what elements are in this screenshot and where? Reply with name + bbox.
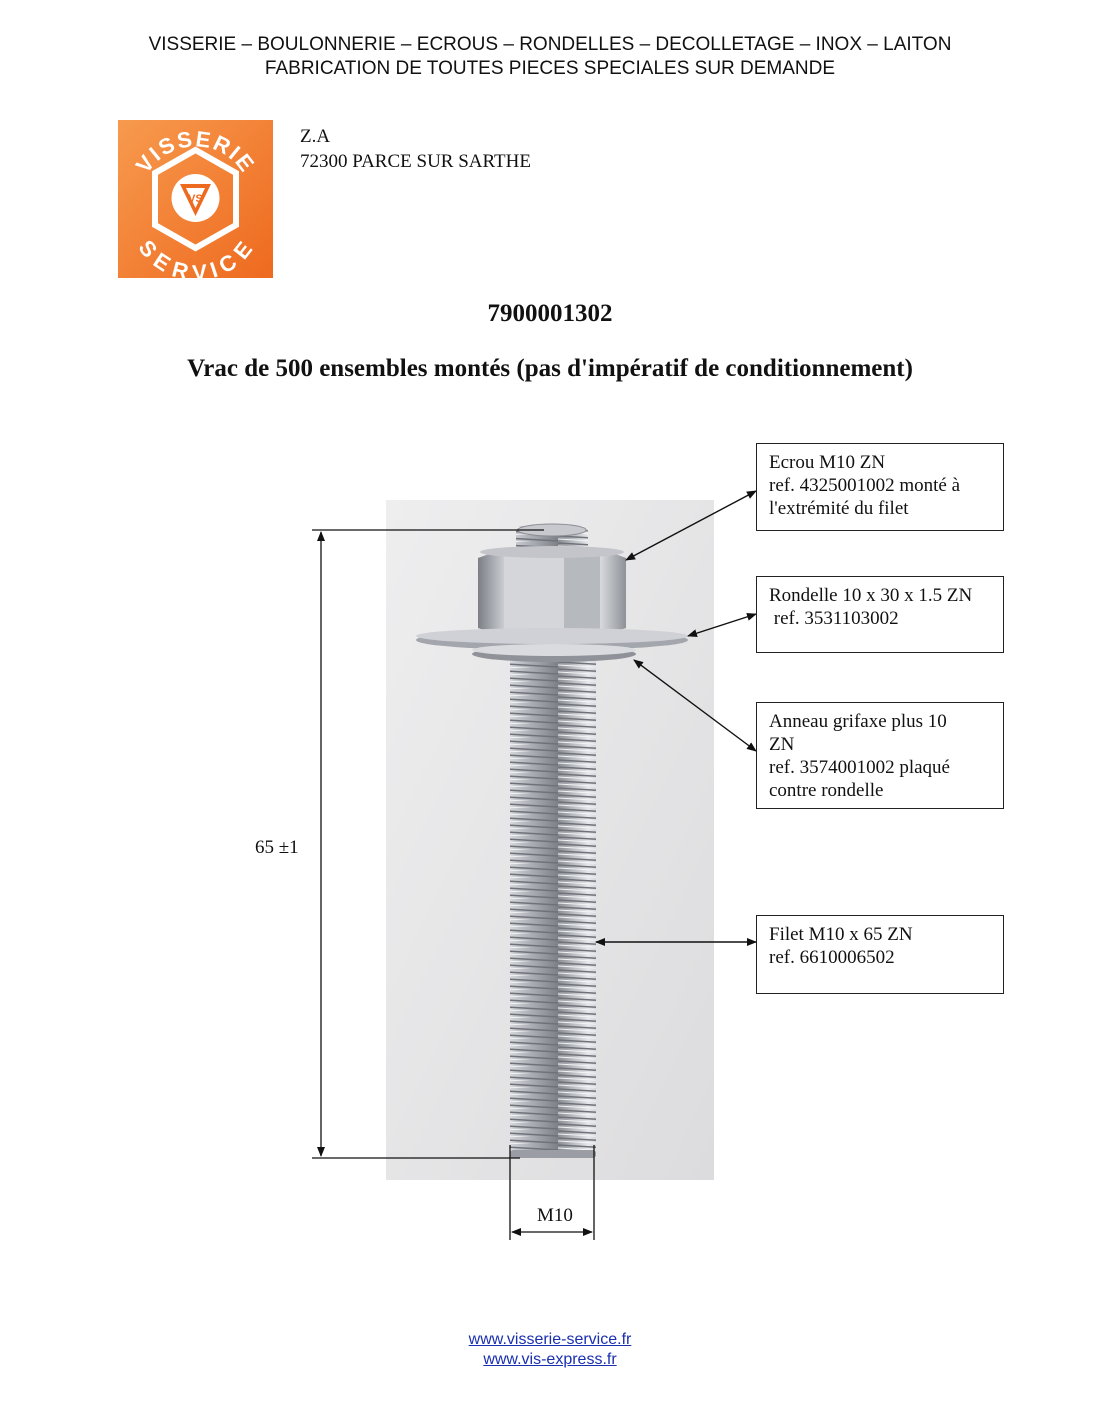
callout-washer-line-2: ref. 3531103002 [769,608,899,629]
callout-washer [756,576,1004,653]
callout-ring-line-4: contre rondelle [769,780,884,801]
address-line-2: 72300 PARCE SUR SARTHE [300,151,531,172]
bolt-assembly-photo [386,500,714,1180]
header-line-2: FABRICATION DE TOUTES PIECES SPECIALES SUR DEMANDE [264,58,836,79]
company-logo [118,120,273,278]
callout-nut-line-3: l'extrémité du filet [769,498,909,519]
product-reference: 7900001302 [487,300,613,327]
length-dimension-label: 65 ±1 [255,837,299,858]
callout-ring-line-1: Anneau grifaxe plus 10 [769,711,947,732]
callout-ring [756,702,1004,809]
footer-link-visserie-service[interactable]: www.visserie-service.fr [468,1331,632,1348]
callout-nut [756,443,1004,531]
footer-link-vis-express[interactable]: www.vis-express.fr [483,1351,617,1368]
callout-thread-line-1: Filet M10 x 65 ZN [769,924,913,945]
callout-nut-line-1: Ecrou M10 ZN [769,452,886,473]
callout-ring-line-2: ZN [769,734,795,755]
logo-text-bottom: SERVICE [133,235,259,278]
address-line-1: Z.A [300,126,331,147]
callout-washer-line-1: Rondelle 10 x 30 x 1.5 ZN [769,585,973,606]
callout-thread [756,915,1004,994]
diameter-dimension-label: M10 [537,1205,573,1226]
callout-nut-line-2: ref. 4325001002 monté à [769,475,961,496]
logo-text-top: VISSERIE [130,126,261,178]
callout-ring-line-3: ref. 3574001002 plaqué [769,757,950,778]
callout-thread-line-2: ref. 6610006502 [769,947,895,968]
product-description: Vrac de 500 ensembles montés (pas d'impératif de conditionnement) [187,355,913,382]
logo-monogram: VS [188,193,203,205]
header-line-1: VISSERIE – BOULONNERIE – ECROUS – RONDELLES – DECOLLETAGE – INOX – LAITON [148,34,952,55]
